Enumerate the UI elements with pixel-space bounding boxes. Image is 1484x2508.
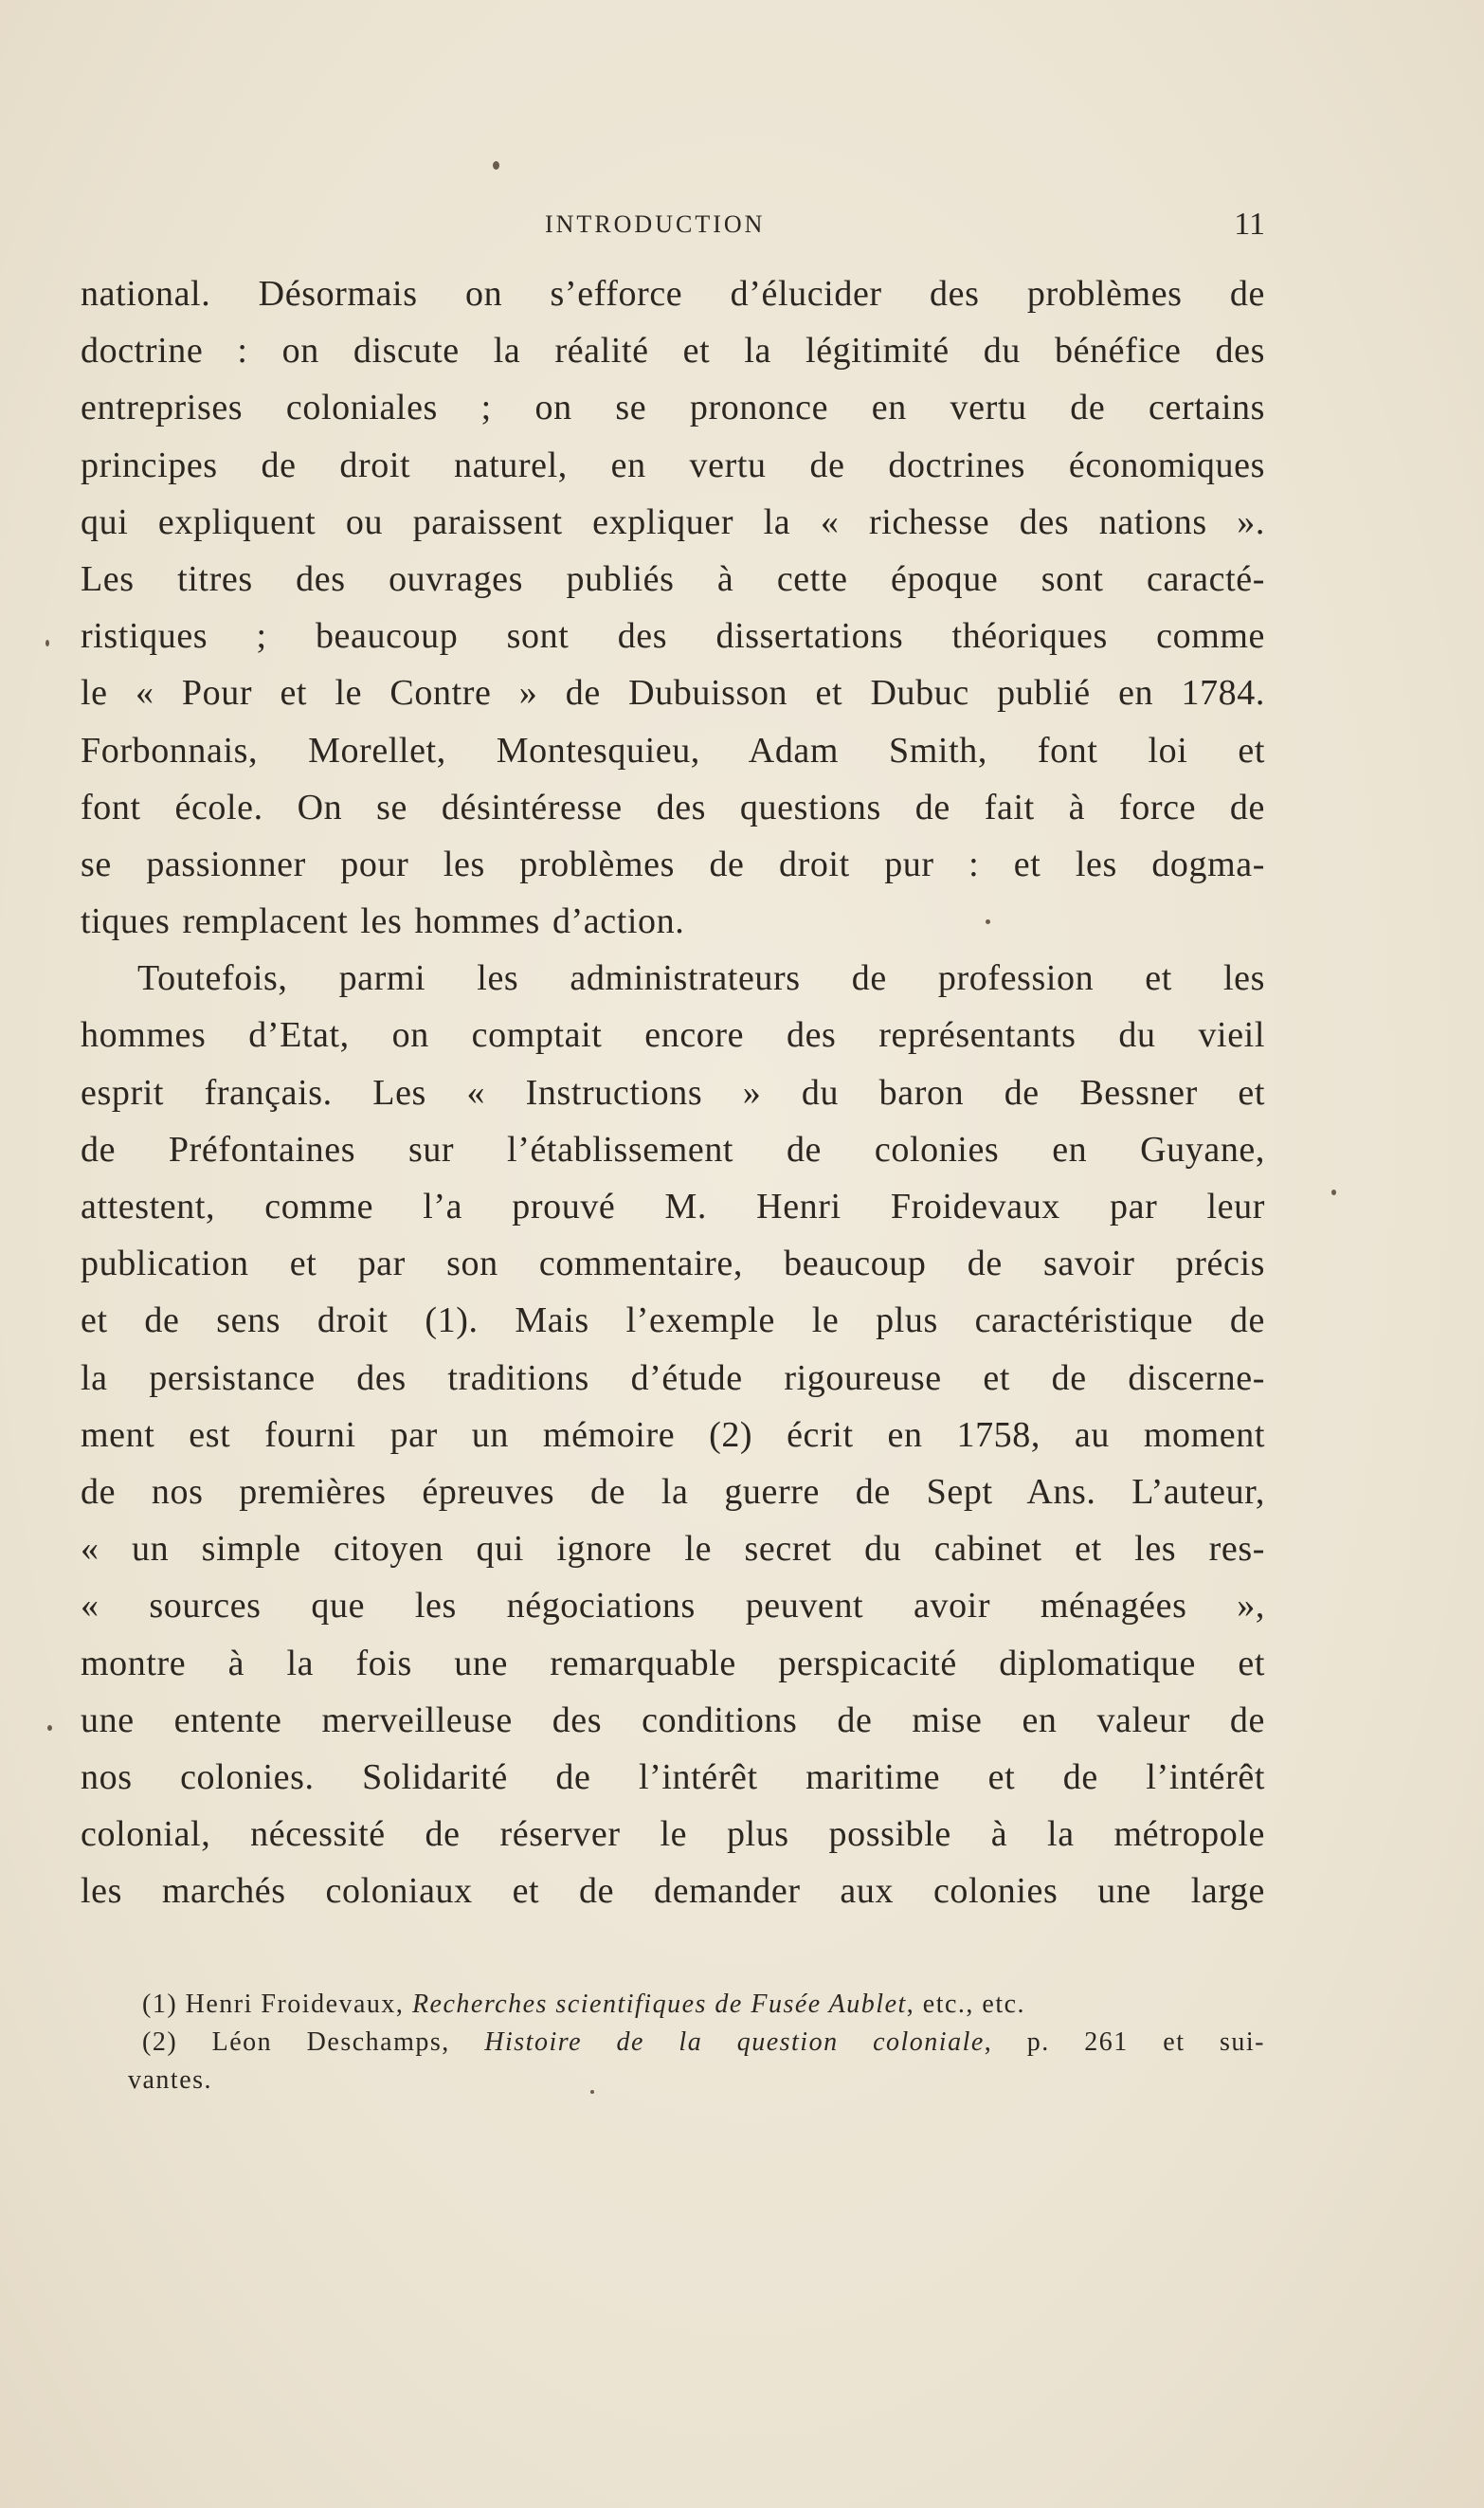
footnote-2-prefix: (2) Léon Deschamps, <box>142 2027 485 2057</box>
scan-speck <box>1331 1190 1336 1195</box>
footnotes <box>128 1986 1265 2099</box>
paragraph-start-line: Toutefois, parmi les administrateurs de profession et les <box>137 958 1265 999</box>
text-line: se passionner pour les problèmes de droit pur : et les dogma- <box>81 844 1265 884</box>
text-line: ment est fourni par un mémoire (2) écrit en 1758, au moment <box>81 1414 1265 1455</box>
scan-speck <box>986 919 990 924</box>
footnote-2 <box>142 2024 1265 2062</box>
text-line: de Préfontaines sur l’établissement de colonies en Guyane, <box>81 1129 1265 1170</box>
footnote-1 <box>142 1986 1265 2024</box>
text-line: qui expliquent ou paraissent expliquer la « richesse des nations ». <box>81 501 1265 542</box>
text-line: de nos premières épreuves de la guerre de Sept Ans. L’auteur, <box>81 1471 1265 1512</box>
scan-speck <box>493 161 499 170</box>
text-line: font école. On se désintéresse des questions de fait à force de <box>81 787 1265 827</box>
text-line: nos colonies. Solidarité de l’intérêt maritime et de l’intérêt <box>81 1756 1265 1797</box>
text-line: colonial, nécessité de réserver le plus possible à la métropole <box>81 1814 1265 1855</box>
text-line: national. Désormais on s’efforce d’élucider des problèmes de <box>81 274 1265 314</box>
text-line: principes de droit naturel, en vertu de doctrines économiques <box>81 445 1265 485</box>
text-line: une entente merveilleuse des conditions de mise en valeur de <box>81 1699 1265 1740</box>
footnote-2-suffix: , p. 261 et sui- <box>984 2027 1265 2057</box>
scan-speck <box>590 2090 594 2094</box>
text-line: Forbonnais, Morellet, Montesquieu, Adam Smith, font loi et <box>81 730 1265 771</box>
footnote-1-title: Recherches scientifiques de Fusée Aublet <box>411 1990 907 2019</box>
page-number: 11 <box>1234 207 1265 242</box>
page-header <box>81 207 1265 248</box>
text-line: les marchés coloniaux et de demander aux colonies une large <box>81 1871 1265 1912</box>
footnote-2-continuation: vantes. <box>128 2065 213 2095</box>
text-line: attestent, comme l’a prouvé M. Henri Froidevaux par leur <box>81 1187 1265 1227</box>
text-line: publication et par son commentaire, beaucoup de savoir précis <box>81 1244 1265 1284</box>
text-line: la persistance des traditions d’étude rigoureuse et de discerne- <box>81 1357 1265 1398</box>
scan-speck <box>47 1725 52 1731</box>
text-line: doctrine : on discute la réalité et la légitimité du bénéfice des <box>81 331 1265 372</box>
text-line: le « Pour et le Contre » de Dubuisson et Dubuc publié en 1784. <box>81 673 1265 714</box>
running-title: INTRODUCTION <box>545 210 766 238</box>
body-text <box>81 265 1265 1919</box>
text-line: tiques remplacent les hommes d’action. <box>81 901 685 942</box>
text-line: entreprises coloniales ; on se prononce en vertu de certains <box>81 388 1265 428</box>
text-line: « sources que les négociations peuvent avoir ménagées », <box>81 1586 1265 1627</box>
text-line: montre à la fois une remarquable perspicacité diplomatique et <box>81 1643 1265 1683</box>
text-line: ristiques ; beaucoup sont des dissertations théoriques comme <box>81 616 1265 657</box>
scan-speck <box>45 640 49 646</box>
text-line: « un simple citoyen qui ignore le secret du cabinet et les res- <box>81 1529 1265 1570</box>
footnote-2-title: Histoire de la question coloniale <box>484 2027 985 2057</box>
text-line: hommes d’Etat, on comptait encore des représentants du vieil <box>81 1015 1265 1056</box>
footnote-1-suffix: , etc., etc. <box>906 1990 1026 2019</box>
text-line: esprit français. Les « Instructions » du baron de Bessner et <box>81 1072 1265 1113</box>
text-line: et de sens droit (1). Mais l’exemple le plus caractéristique de <box>81 1300 1265 1341</box>
footnote-1-prefix: (1) Henri Froidevaux, <box>142 1990 412 2019</box>
text-line: Les titres des ouvrages publiés à cette époque sont caracté- <box>81 558 1265 599</box>
